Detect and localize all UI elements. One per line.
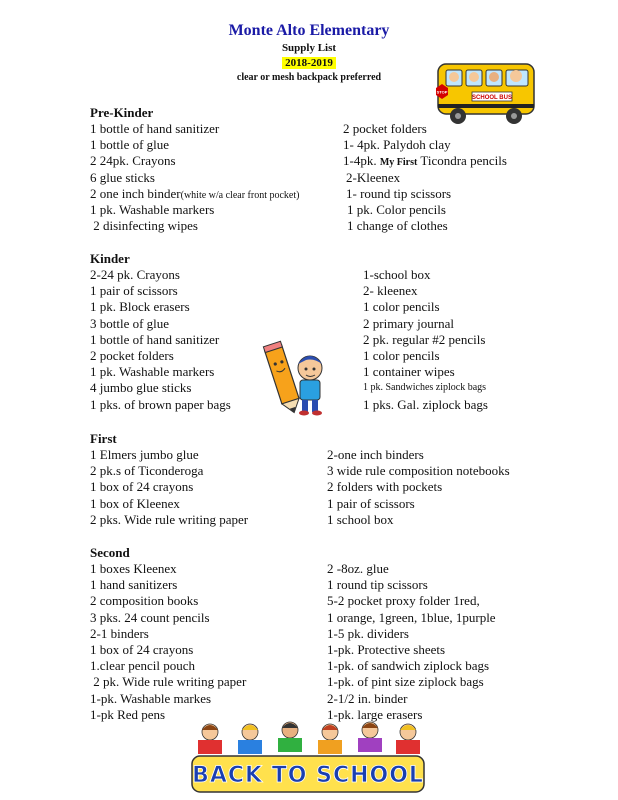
list-item: 1 bottle of hand sanitizer (90, 121, 220, 136)
heading-pre-kinder: Pre-Kinder (90, 105, 154, 120)
list-item: 2 composition books (90, 593, 199, 609)
prek-right-list (343, 121, 507, 234)
list-item (90, 186, 299, 202)
list-item: 1 box of Kleenex (90, 495, 180, 511)
stop-sign-text: STOP (436, 89, 448, 95)
list-item: 1 pk. Block erasers (90, 299, 190, 315)
list-item: 2 pk. regular #2 pencils (363, 331, 486, 347)
back-to-school-banner (188, 718, 428, 796)
list-item: 4 jumbo glue sticks (90, 380, 192, 396)
list-item: 1 pair of scissors (327, 495, 415, 511)
list-item: 1-pk. Protective sheets (327, 641, 446, 657)
list-item (343, 153, 507, 169)
list-item: 1- round tip scissors (346, 185, 452, 201)
heading-first: First (90, 431, 117, 446)
list-item: 1 bottle of hand sanitizer (90, 331, 220, 347)
list-item: 2 -8oz. glue (327, 561, 389, 576)
list-item: 1 pair of scissors (90, 283, 178, 299)
subtitle: Supply List (281, 42, 337, 54)
list-item: 3 pks. 24 count pencils (90, 609, 210, 625)
list-item: 2- kleenex (363, 283, 418, 299)
list-item: 2-1 binders (90, 625, 149, 641)
list-item: 1 bottle of glue (90, 137, 170, 153)
list-item: 2 disinfecting wipes (90, 218, 198, 234)
list-item: 2-24 pk. Crayons (90, 267, 180, 282)
heading-kinder: Kinder (90, 251, 130, 266)
pencil-kid-illustration (262, 338, 332, 416)
list-item: 1 pks. of brown paper bags (90, 396, 231, 412)
first-right-list (327, 447, 510, 528)
list-item: 2-1/2 in. binder (327, 690, 408, 706)
list-item: 1-school box (363, 267, 431, 282)
list-item: 1-pk Red pens (90, 706, 166, 722)
pencils-brand: My First (379, 157, 418, 169)
list-item: 1-pk. of pint size ziplock bags (327, 674, 484, 690)
kinder-right-list (363, 267, 488, 413)
list-item: 1 orange, 1green, 1blue, 1purple (327, 609, 496, 625)
list-item: 2 folders with pockets (327, 479, 443, 495)
binder-note: (white w/a clear front pocket) (180, 189, 300, 201)
list-item: 2 pks. Wide rule writing paper (90, 511, 249, 527)
list-item: 1 container wipes (363, 364, 455, 380)
banner-text: BACK TO SCHOOL (192, 763, 424, 788)
list-item: 1 pks. Gal. ziplock bags (363, 396, 488, 412)
list-item: 1 pk. Color pencils (347, 201, 446, 217)
list-item: 2 pk.s of Ticonderoga (90, 463, 204, 479)
list-item: 1 box of 24 crayons (90, 641, 194, 657)
list-item: 1.clear pencil pouch (90, 658, 196, 674)
school-bus-illustration (432, 48, 538, 126)
list-item: 2 pk. Wide rule writing paper (90, 674, 247, 690)
list-item: 1 pk. Sandwiches ziplock bags (363, 382, 487, 394)
list-item: 2-Kleenex (346, 169, 401, 185)
heading-second: Second (90, 545, 130, 560)
first-left-list (90, 447, 248, 528)
bus-sign-text: SCHOOL BUS (472, 95, 512, 101)
list-item: 1-pk. large erasers (327, 706, 423, 722)
binder-text: 2 one inch binder (90, 185, 181, 201)
page-title: Monte Alto Elementary (228, 22, 390, 39)
list-item: 1 hand sanitizers (90, 577, 178, 593)
list-item: 1 color pencils (363, 299, 440, 315)
kinder-left-list (90, 267, 231, 413)
second-right-list (327, 561, 496, 723)
pencils-qty: 1-4pk. (343, 153, 380, 169)
list-item: 1 pk. Washable markers (90, 364, 215, 380)
list-item: 1 school box (327, 511, 394, 527)
list-item: 1 pk. Washable markers (90, 201, 215, 217)
pencils-rest: Ticondra pencils (417, 153, 507, 169)
list-item: 1- 4pk. Palydoh clay (343, 137, 451, 153)
second-left-list (90, 561, 246, 723)
list-item: 1 box of 24 crayons (90, 479, 194, 495)
list-item: 3 wide rule composition notebooks (327, 463, 510, 479)
backpack-note: clear or mesh backpack preferred (236, 72, 382, 83)
list-item: 1 boxes Kleenex (90, 561, 177, 576)
list-item: 1-5 pk. dividers (327, 625, 409, 641)
school-year-highlight: 2018-2019 (282, 57, 336, 69)
list-item: 1 color pencils (363, 347, 440, 363)
list-item: 2 pocket folders (90, 347, 174, 363)
list-item: 1 round tip scissors (327, 577, 428, 593)
list-item: 2-one inch binders (327, 447, 424, 462)
list-item: 1 Elmers jumbo glue (90, 447, 199, 462)
list-item: 5-2 pocket proxy folder 1red, (327, 593, 480, 609)
list-item: 1-pk. of sandwich ziplock bags (327, 658, 490, 674)
list-item: 3 bottle of glue (90, 315, 170, 331)
list-item: 1 change of clothes (347, 218, 448, 234)
list-item: 2 primary journal (363, 315, 454, 331)
list-item: 2 pocket folders (343, 121, 427, 136)
list-item: 6 glue sticks (90, 169, 155, 185)
list-item: 2 24pk. Crayons (90, 153, 176, 169)
list-item: 1-pk. Washable markes (90, 690, 212, 706)
prek-left-list (90, 121, 299, 234)
